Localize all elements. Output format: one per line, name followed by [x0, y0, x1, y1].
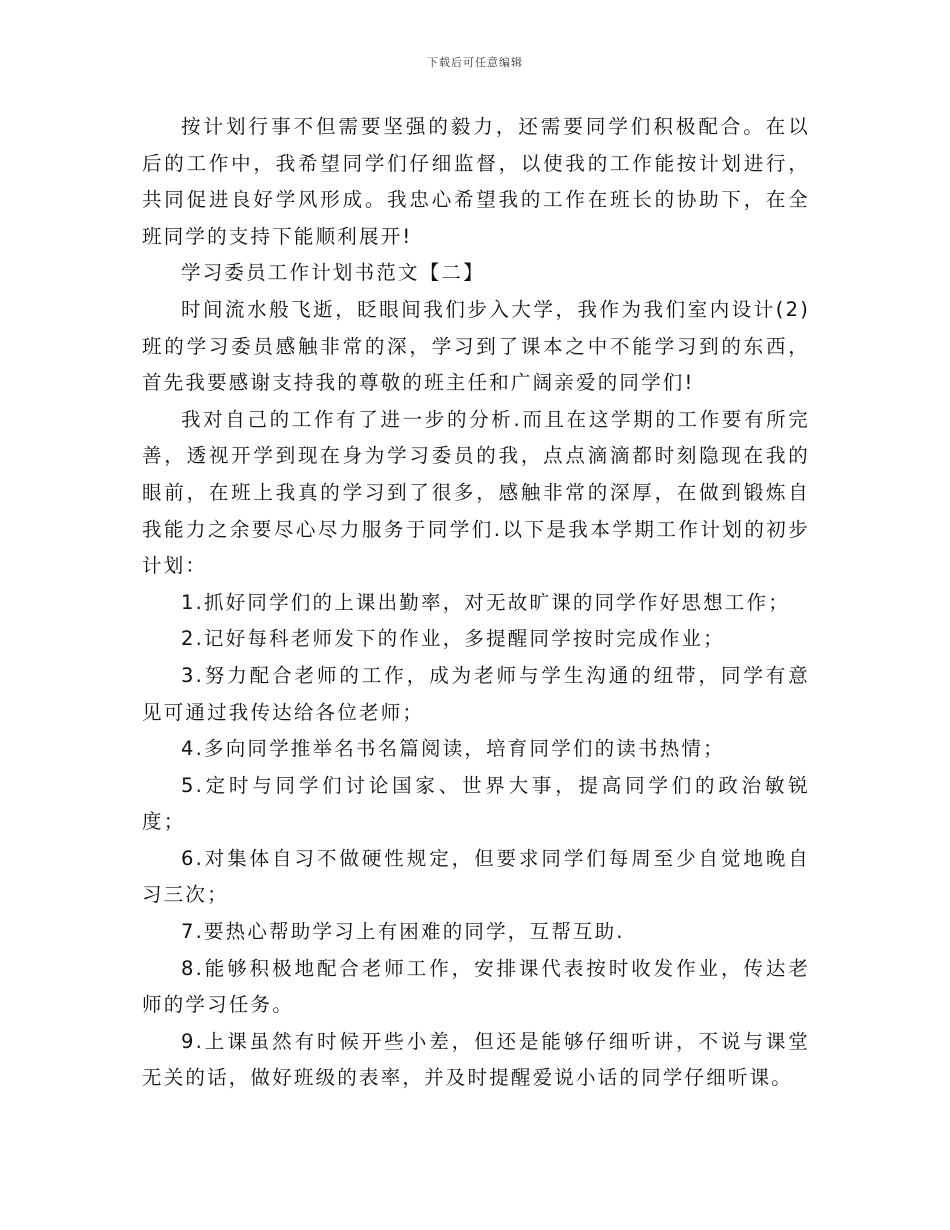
list-item: 2.记好每科老师发下的作业，多提醒同学按时完成作业； — [181, 627, 725, 651]
paragraph: 我对自己的工作有了进一步的分析.而且在这学期的工作要有所完善，透视开学到现在身为学习委员的我，点点滴滴都时刻隐现在我的眼前，在班上我真的学习到了很多，感触非常的深厚，在做到锻炼自我能力之余要尽心尽力服务于同学们.以下是我本学期工作计划的初步计划： — [142, 407, 810, 578]
document-body — [142, 109, 810, 1097]
list-item: 8.能够积极地配合老师工作，安排课代表按时收发作业，传达老师的学习任务。 — [142, 956, 810, 1017]
list-item: 7.要热心帮助学习上有困难的同学，互帮互助. — [181, 920, 625, 944]
list-item: 9.上课虽然有时候开些小差，但还是能够仔细听讲，不说与课堂无关的话，做好班级的表率，并及时提醒爱说小话的同学仔细听课。 — [142, 1029, 810, 1090]
list-item: 4.多向同学推举名书名篇阅读，培育同学们的读书热情； — [181, 737, 725, 761]
header-note: 下载后可任意编辑 — [427, 56, 523, 69]
list-item: 1.抓好同学们的上课出勤率，对无故旷课的同学作好思想工作； — [181, 590, 790, 614]
list-item: 6.对集体自习不做硬性规定，但要求同学们每周至少自觉地晚自习三次； — [142, 846, 810, 907]
list-item: 5.定时与同学们讨论国家、世界大事，提高同学们的政治敏锐度； — [142, 773, 810, 834]
list-item: 3.努力配合老师的工作，成为老师与学生沟通的纽带，同学有意见可通过我传达给各位老师； — [142, 663, 810, 724]
paragraph-intro: 按计划行事不但需要坚强的毅力，还需要同学们积极配合。在以后的工作中，我希望同学们仔细监督，以使我的工作能按计划进行，共同促进良好学风形成。我忠心希望我的工作在班长的协助下，在全班同学的支持下能顺利展开! — [142, 115, 810, 248]
paragraph: 时间流水般飞逝，眨眼间我们步入大学，我作为我们室内设计(2)班的学习委员感触非常的深，学习到了课本之中不能学习到的东西，首先我要感谢支持我的尊敬的班主任和广阔亲爱的同学们! — [142, 297, 810, 395]
section-heading: 学习委员工作计划书范文【二】 — [181, 261, 485, 285]
